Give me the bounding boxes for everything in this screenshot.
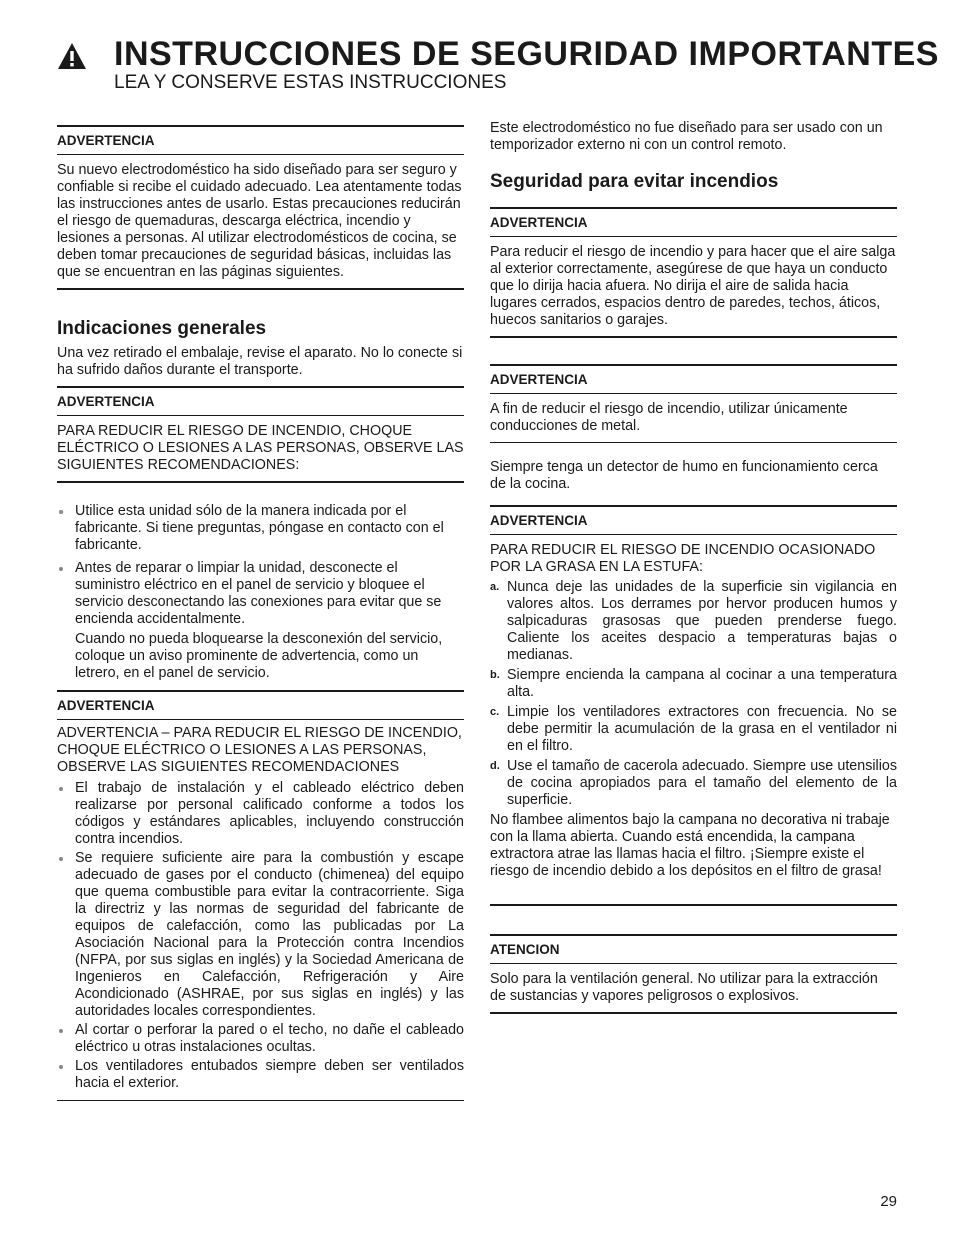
bullet-list-2 [57,780,464,1092]
smoke-detector-text: Siempre tenga un detector de humo en funcionamiento cerca de la cocina. [490,459,878,492]
warning-box-1 [57,125,464,290]
warning-box-4 [490,207,897,338]
right-column [490,120,897,1014]
page-subtitle: LEA Y CONSERVE ESTAS INSTRUCCIONES [114,72,507,93]
list-item-text: Nunca deje las unidades de la superficie sin vigilancia en valores altos. Los derrames por hervor producen humos y salpicaduras grasosas que pueden prenderse fuego. Caliente los aceites despacio a temperaturas bajas o medianas. [507,579,897,663]
section-heading-general: Indicaciones generales [57,318,267,339]
intro-text: Este electrodoméstico no fue diseñado para ser usado con un temporizador externo ni con un control remoto. [490,120,883,153]
list-item [490,758,897,809]
warning-box-2 [57,386,464,483]
list-marker: c. [490,706,500,718]
list-item: Los ventiladores entubados siempre deben ser ventilados hacia el exterior. [57,1058,464,1092]
warning-box-5 [490,364,897,443]
list-item [490,704,897,755]
warning-heading: ADVERTENCIA [57,692,464,720]
warning-heading: ADVERTENCIA [490,209,897,237]
list-marker: d. [490,760,500,772]
list-item: Antes de reparar o limpiar la unidad, desconecte el suministro eléctrico en el panel de servicio y bloquee el servicio desconectando las conexiones para evitar que se encienda accidentalmente. [57,560,464,628]
bullet-note: Cuando no pueda bloquearse la desconexión del servicio, coloque un aviso prominente de advertencia, como un letrero, en el panel de servicio. [57,631,464,692]
list-marker: a. [490,581,500,593]
page-number: 29 [880,1193,897,1210]
warning-text: PARA REDUCIR EL RIESGO DE INCENDIO, CHOQUE ELÉCTRICO O LESIONES A LAS PERSONAS, OBSERVE LAS SIGUIENTES RECOMENDACIONES: [57,423,464,473]
warning-box-6-body [490,535,897,904]
list-item-text: Limpie los ventiladores extractores con frecuencia. No se debe permitir la acumulación de la grasa en el ventilador ni en el filtro. [507,704,897,754]
list-item-text: Siempre encienda la campana al cocinar a una temperatura alta. [507,667,897,700]
caution-box [490,934,897,1014]
bullet-list-1 [57,503,464,628]
warning-text: PARA REDUCIR EL RIESGO DE INCENDIO OCASIONADO POR LA GRASA EN LA ESTUFA: [490,542,876,575]
caution-text: Solo para la ventilación general. No utilizar para la extracción de sustancias y vapores peligrosos o explosivos. [490,971,878,1004]
warning-text: Para reducir el riesgo de incendio y para hacer que el aire salga al exterior correctamente, asegúrese de que haya un conducto que lo dirija hacia afuera. No dirija el aire de salida hacia lugares cerrados, espacios dentro de paredes, techos, áticos, huecos sanitarios o garajes. [490,244,896,328]
list-item-text: Use el tamaño de cacerola adecuado. Siempre use utensilios de cocina apropiados para el tamaño del elemento de la superficie. [507,758,897,808]
list-item [490,579,897,664]
page-title: INSTRUCCIONES DE SEGURIDAD IMPORTANTES [114,35,939,73]
lettered-list [490,579,897,809]
caution-heading: ATENCION [490,936,897,964]
warning-heading: ADVERTENCIA [490,507,897,535]
left-column [57,125,464,1101]
section-heading-fire: Seguridad para evitar incendios [490,171,779,192]
warning-triangle-icon [57,42,87,70]
warning-heading: ADVERTENCIA [57,388,464,416]
list-item [490,667,897,701]
warning-text: ADVERTENCIA – PARA REDUCIR EL RIESGO DE INCENDIO, CHOQUE ELÉCTRICO O LESIONES A LAS PERSONAS, OBSERVE LAS SIGUIENTES RECOMENDACIONES [57,725,462,775]
warning-box-3 [57,720,464,1101]
warning-heading: ADVERTENCIA [57,127,464,155]
warning-text: Su nuevo electrodoméstico ha sido diseñado para ser seguro y confiable si recibe el cuidado adecuado. Lea atentamente todas las instrucciones antes de usarlo. Estas precauciones reducirán el riesgo de quemaduras, descarga eléctrica, incendio y lesiones a personas. Al utilizar electrodomésticos de cocina, se deben tomar precauciones de seguridad básicas, incluidas las que se encuentran en las páginas siguientes. [57,162,462,280]
list-item: Utilice esta unidad sólo de la manera indicada por el fabricante. Si tiene preguntas, póngase en contacto con el fabricante. [57,503,464,554]
closing-text: No flambee alimentos bajo la campana no decorativa ni trabaje con la llama abierta. Cuando está encendida, la campana extractora atrae las llamas hacia el filtro. ¡Siempre existe el riesgo de incendio debido a los depósitos en el filtro de grasa! [490,812,890,879]
list-item: Se requiere suficiente aire para la combustión y escape adecuado de gases por el conducto (chimenea) del equipo que quema combustible para evitar la contracorriente. Siga la directriz y las normas de seguridad del fabricante de equipos de calefacción, como las publicadas por La Asociación Nacional para la Protección contra Incendios (NFPA, por sus siglas en inglés) y la Sociedad Americana de Ingenieros en Calefacción, Refrigeración y Aire Acondicionado (ASHRAE, por sus siglas en inglés) y las autoridades locales correspondientes. [57,850,464,1020]
warning-text: A fin de reducir el riesgo de incendio, utilizar únicamente conducciones de metal. [490,401,848,434]
list-item: El trabajo de instalación y el cableado eléctrico deben realizarse por personal calificado conforme a todos los códigos y estándares aplicables, incluyendo construcción contra incendios. [57,780,464,848]
general-text: Una vez retirado el embalaje, revise el aparato. No lo conecte si ha sufrido daños durante el transporte. [57,345,463,378]
list-marker: b. [490,669,500,681]
list-item: Al cortar o perforar la pared o el techo, no dañe el cableado eléctrico u otras instalaciones ocultas. [57,1022,464,1056]
warning-heading: ADVERTENCIA [490,366,897,394]
warning-box-6 [490,505,897,906]
